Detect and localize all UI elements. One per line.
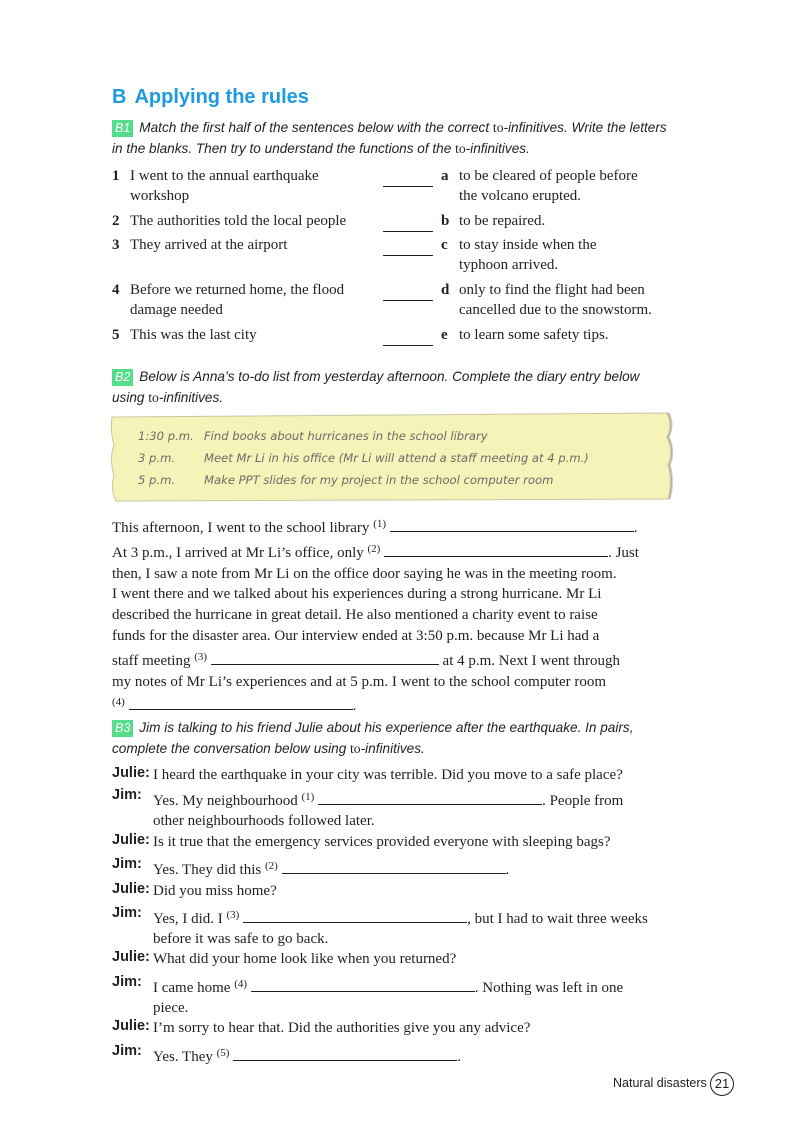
b1-answer-blank[interactable]	[383, 219, 433, 232]
dialogue-line: I’m sorry to hear that. Did the authorities give you any advice?	[153, 1020, 531, 1036]
b3-instr-text-2: -infinitives.	[360, 741, 425, 756]
dialogue-line: Yes. My neighbourhood $^{(1)}$ . People from other neighbourhoods followed later.	[153, 791, 624, 829]
b1-instr-to-2: to	[455, 141, 466, 156]
conversation-blank-4[interactable]	[251, 979, 475, 992]
dialogue-line: I heard the earthquake in your city was terrible. Did you move to a safe place?	[153, 767, 623, 783]
b1-instr-to: to	[492, 120, 504, 135]
b1-answer-blank[interactable]	[383, 174, 433, 187]
b1-answer-blank[interactable]	[383, 333, 433, 346]
b1-answer-blank[interactable]	[383, 243, 433, 256]
diary-blank-4[interactable]	[129, 697, 353, 710]
b1-option-text: to stay inside when the typhoon arrived.	[459, 237, 597, 273]
b1-option-letter: b	[441, 213, 450, 229]
b1-item-text: This was the last city	[130, 327, 257, 343]
todo-row: 1:30 p.m. Find books about hurricanes in the school library	[138, 429, 488, 443]
b1-option-text: only to find the flight had been cancelled due to the snowstorm.	[459, 282, 652, 318]
conversation-blank-3[interactable]	[243, 910, 467, 923]
b1-option-text: to be cleared of people before the volcano erupted.	[459, 168, 638, 204]
speaker-label: Jim:	[112, 856, 142, 872]
todo-row: 3 p.m. Meet Mr Li in his office (Mr Li will attend a staff meeting at 4 p.m.)	[138, 451, 589, 465]
speaker-label: Julie:	[112, 949, 150, 965]
b3-instructions	[112, 717, 672, 759]
b1-instr-text: Match the first half of the sentences below with the correct	[139, 120, 493, 135]
b3-instr-text: Jim is talking to his friend Julie about his experience after the earthquake. In pairs, complete the conversation below using	[112, 720, 634, 756]
b1-answer-blank[interactable]	[383, 288, 433, 301]
b2-instr-text-2: -infinitives.	[158, 390, 224, 405]
b1-option-letter: d	[441, 282, 450, 298]
dialogue-line: Is it true that the emergency services provided everyone with sleeping bags?	[153, 834, 611, 850]
section-title	[112, 86, 309, 109]
b1-item-text: The authorities told the local people	[130, 213, 347, 229]
conversation-blank-5[interactable]	[233, 1048, 457, 1061]
b1-instr-text-3: -infinitives.	[465, 141, 530, 156]
diary-blank-3[interactable]	[211, 652, 439, 665]
b1-instr-text-2: -infinitives. Write the letters in the blanks. Then try to understand the functions of the	[112, 120, 667, 156]
b1-option-letter: c	[441, 237, 448, 253]
chapter-name: Natural disasters	[613, 1076, 707, 1090]
b2-instructions	[112, 366, 672, 408]
speaker-label: Jim:	[112, 1043, 142, 1059]
conversation-blank-1[interactable]	[318, 792, 542, 805]
section-title-text: Applying the rules	[134, 86, 309, 108]
diary-paragraph: This afternoon, I went to the school library $^{(1)}$ . At 3 p.m., I arrived at Mr Li’s office, only $^{(2)}$ . Just then, I saw a note from Mr Li on the office door saying he was in the meeting room. I went there and we talked about his experiences during a strong hurricane. Mr Li described the hurricane in great detail. He also mentioned a charity event to raise funds for the disaster area. Our interview ended at 3:50 p.m. because Mr Li had a staff meeting $^{(3)}$ at 4 p.m. Next I went through my notes of Mr Li’s experiences and at 5 p.m. I went to the school computer room $^{(4)}$ .	[112, 518, 639, 715]
b1-item-text: I went to the annual earthquake workshop	[130, 168, 319, 204]
b1-option-text: to be repaired.	[459, 213, 546, 229]
speaker-label: Julie:	[112, 765, 150, 781]
diary-blank-2[interactable]	[384, 544, 608, 557]
page-number: 21	[710, 1072, 734, 1096]
b1-option-letter: e	[441, 327, 448, 343]
b1-instructions	[112, 117, 672, 159]
conversation-blank-2[interactable]	[282, 861, 506, 874]
todo-note	[108, 411, 676, 503]
todo-row: 5 p.m. Make PPT slides for my project in the school computer room	[138, 473, 554, 487]
b1-option-text: to learn some safety tips.	[459, 327, 609, 343]
b1-item-number: 1	[112, 168, 120, 184]
dialogue-line: Did you miss home?	[153, 883, 277, 899]
speaker-label: Jim:	[112, 787, 142, 803]
b1-item-text: Before we returned home, the flood damage needed	[130, 282, 345, 318]
dialogue-line: Yes. They $^{(5)}$ .	[153, 1047, 461, 1065]
b1-badge: B1	[112, 120, 133, 137]
dialogue-line: What did your home look like when you returned?	[153, 951, 457, 967]
speaker-label: Jim:	[112, 974, 142, 990]
speaker-label: Julie:	[112, 1018, 150, 1034]
dialogue-line: I came home $^{(4)}$ . Nothing was left in one piece.	[153, 978, 624, 1016]
diary-blank-1[interactable]	[390, 519, 634, 532]
dialogue-line: Yes, I did. I $^{(3)}$ , but I had to wait three weeks before it was safe to go back.	[153, 909, 648, 947]
dialogue-line: Yes. They did this $^{(2)}$ .	[153, 860, 510, 878]
speaker-label: Julie:	[112, 832, 150, 848]
section-letter: B	[112, 86, 127, 108]
b3-instr-to: to	[350, 741, 361, 756]
b1-option-letter: a	[441, 168, 449, 184]
b2-badge: B2	[112, 369, 133, 386]
b3-badge: B3	[112, 720, 133, 737]
b2-instr-text: Below is Anna’s to-do list from yesterday afternoon. Complete the diary entry below using	[112, 369, 640, 405]
b1-item-number: 5	[112, 327, 120, 343]
b1-item-text: They arrived at the airport	[130, 237, 288, 253]
b2-instr-to: to	[148, 390, 159, 405]
b1-item-number: 2	[112, 213, 120, 229]
b1-item-number: 4	[112, 282, 120, 298]
speaker-label: Jim:	[112, 905, 142, 921]
b1-item-number: 3	[112, 237, 120, 253]
speaker-label: Julie:	[112, 881, 150, 897]
